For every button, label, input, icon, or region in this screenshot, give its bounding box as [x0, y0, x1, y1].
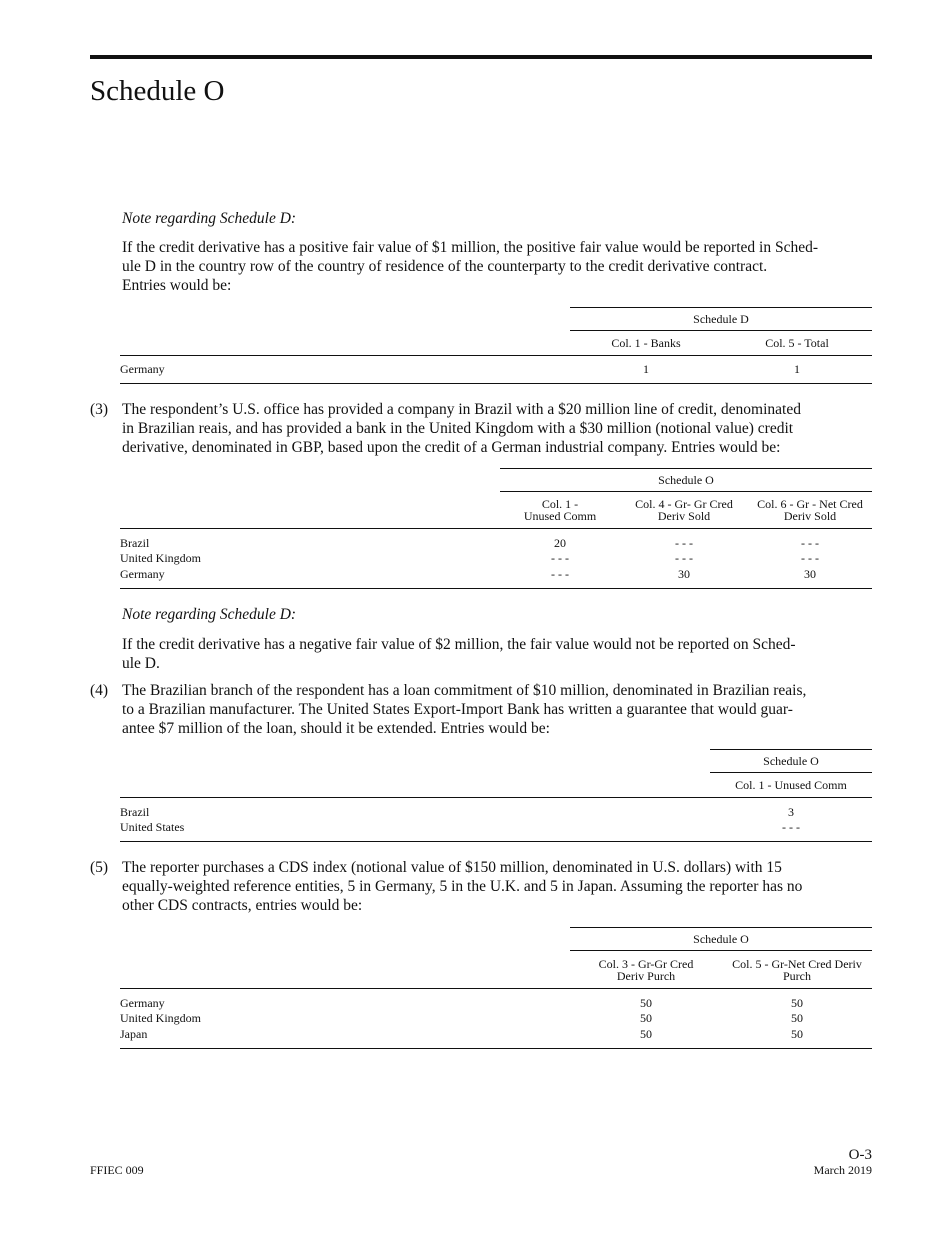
- row-label: Germany: [120, 567, 500, 589]
- item-paragraph: [122, 681, 874, 738]
- note-heading: Note regarding Schedule D:: [122, 606, 297, 623]
- cell-value: 1: [570, 356, 722, 384]
- cell-value: 3: [788, 804, 794, 819]
- cell-value: 50: [791, 995, 803, 1010]
- page-title: Schedule O: [90, 75, 225, 107]
- schedule-o-table: [120, 468, 872, 589]
- note-paragraph: [122, 635, 874, 673]
- cell-value: - - -: [801, 535, 819, 550]
- table-group-header: Schedule O: [500, 469, 872, 492]
- item-number: (5): [90, 859, 109, 876]
- cell-value: - - -: [675, 535, 693, 550]
- text-line: antee $7 million of the loan, should it be extended. Entries would be:: [122, 720, 550, 737]
- column-header: Col. 5 - Gr-Net Cred Deriv Purch: [722, 951, 872, 989]
- item-paragraph: [122, 858, 874, 915]
- page-number: O-3: [848, 1147, 872, 1163]
- column-header: Col. 6 - Gr - Net Cred Deriv Sold: [748, 492, 872, 529]
- item-number: (3): [90, 401, 109, 418]
- row-label: United Kingdom: [120, 1011, 201, 1025]
- text-line: ule D.: [122, 655, 160, 672]
- table-group-header: Schedule O: [570, 928, 872, 951]
- column-header: Col. 3 - Gr-Gr Cred Deriv Purch: [570, 951, 722, 989]
- cell-value: 50: [640, 1011, 652, 1025]
- table-row: [120, 1027, 872, 1049]
- row-label: Brazil: [120, 535, 150, 550]
- schedule-o-table: [120, 927, 872, 1049]
- table-row: [120, 356, 872, 384]
- item-paragraph: [122, 400, 874, 457]
- cell-value: - - -: [710, 820, 872, 842]
- column-header: Col. 4 - Gr- Gr Cred Deriv Sold: [620, 492, 748, 529]
- revision-date: March 2019: [813, 1163, 872, 1177]
- table-row: [120, 529, 872, 551]
- text-line: in Brazilian reais, and has provided a bank in the United Kingdom with a $30 million (notional value) credit: [122, 420, 794, 437]
- item-number: (4): [90, 682, 109, 699]
- text-line: other CDS contracts, entries would be:: [122, 897, 363, 914]
- row-label: United States: [120, 820, 710, 842]
- table-group-header: Schedule D: [570, 308, 872, 331]
- text-line: equally-weighted reference entities, 5 in Germany, 5 in the U.K. and 5 in Japan. Assuming the reporter has no: [122, 878, 803, 895]
- note-heading: Note regarding Schedule D:: [122, 210, 297, 227]
- cell-value: 20: [554, 535, 566, 550]
- cell-value: 50: [791, 1011, 803, 1025]
- text-line: ule D in the country row of the country of residence of the counterparty to the credit derivative contract.: [122, 258, 768, 275]
- text-line: If the credit derivative has a negative fair value of $2 million, the fair value would not be reported on Sched-: [122, 636, 796, 653]
- schedule-o-table: [120, 749, 872, 842]
- cell-value: 30: [620, 567, 748, 589]
- text-line: Entries would be:: [122, 277, 232, 294]
- column-header: Col. 5 - Total: [722, 331, 872, 356]
- cell-value: - - -: [500, 567, 620, 589]
- row-label: Japan: [120, 1027, 570, 1049]
- cell-value: - - -: [675, 551, 693, 565]
- column-header: Col. 1 - Banks: [570, 331, 722, 356]
- top-rule: [90, 55, 872, 59]
- cell-value: 50: [640, 995, 652, 1010]
- table-row: [120, 551, 872, 567]
- row-label: Germany: [120, 356, 570, 384]
- cell-value: 30: [748, 567, 872, 589]
- table-row: [120, 989, 872, 1011]
- note-paragraph: [122, 238, 874, 295]
- cell-value: 1: [722, 356, 872, 384]
- cell-value: - - -: [551, 551, 569, 565]
- text-line: The Brazilian branch of the respondent has a loan commitment of $10 million, denominated in Brazilian reais,: [122, 682, 807, 699]
- row-label: United Kingdom: [120, 551, 201, 565]
- table-row: [120, 798, 872, 820]
- table-row: [120, 567, 872, 589]
- cell-value: 50: [570, 1027, 722, 1049]
- table-group-header: Schedule O: [710, 750, 872, 773]
- column-header: Col. 1 - Unused Comm: [500, 492, 620, 529]
- schedule-d-table: [120, 307, 872, 384]
- cell-value: - - -: [801, 551, 819, 565]
- column-header: Col. 1 - Unused Comm: [710, 773, 872, 798]
- table-row: [120, 820, 872, 842]
- text-line: The reporter purchases a CDS index (notional value of $150 million, denominated in U.S. dollars) with 15: [122, 859, 782, 876]
- table-row: [120, 1011, 872, 1027]
- cell-value: 50: [722, 1027, 872, 1049]
- text-line: If the credit derivative has a positive fair value of $1 million, the positive fair value would be reported in Sched-: [122, 239, 818, 256]
- text-line: to a Brazilian manufacturer. The United States Export-Import Bank has written a guarantee that would guar-: [122, 701, 793, 718]
- text-line: The respondent’s U.S. office has provided a company in Brazil with a $20 million line of credit, denominated: [122, 401, 801, 418]
- text-line: derivative, denominated in GBP, based upon the credit of a German industrial company. Entries would be:: [122, 439, 781, 456]
- row-label: Brazil: [120, 804, 150, 819]
- form-identifier: FFIEC 009: [90, 1163, 144, 1177]
- row-label: Germany: [120, 995, 165, 1010]
